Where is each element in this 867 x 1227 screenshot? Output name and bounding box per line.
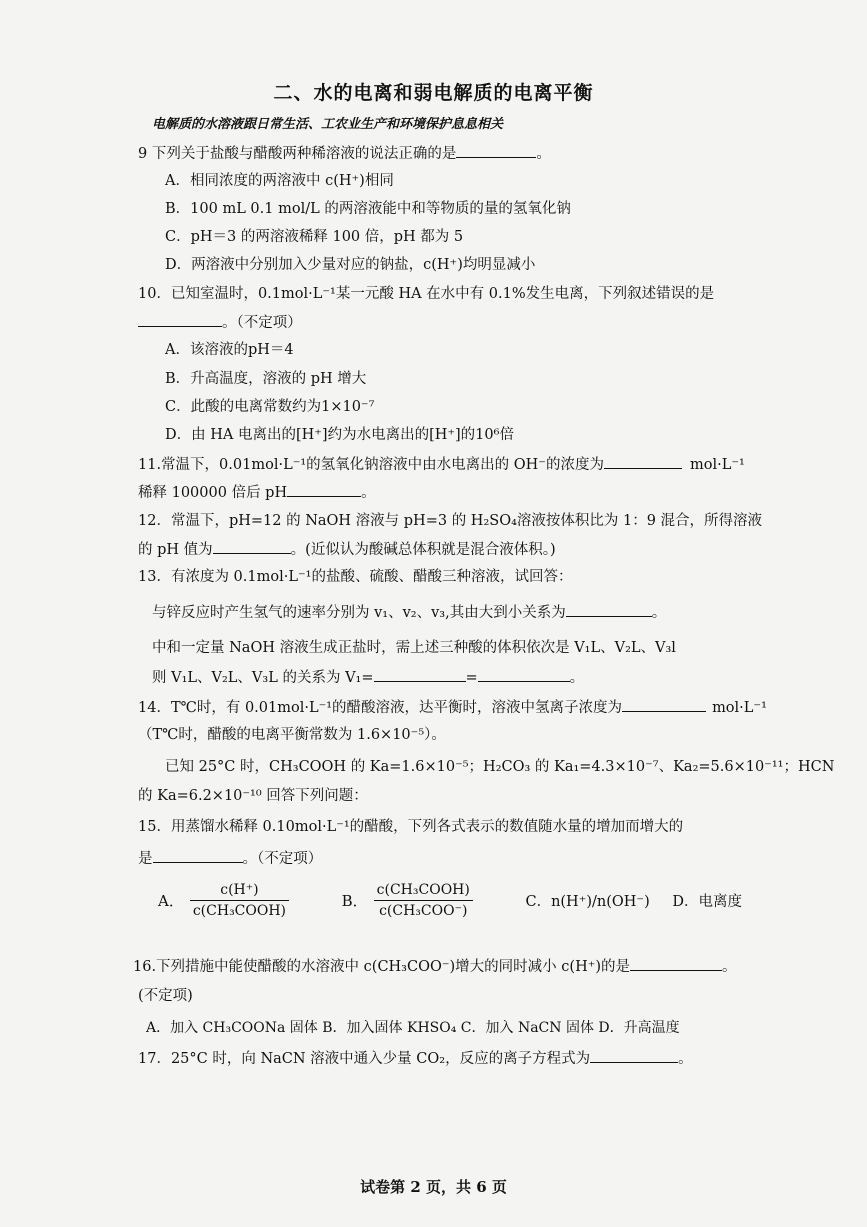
question-10-option-d: D．由 HA 电离出的[H⁺]约为水电离出的[H⁺]的10⁶倍 [165,427,514,443]
answer-blank[interactable] [604,454,682,469]
answer-blank[interactable] [590,1048,678,1063]
question-11-line-1: 11.常温下，0.01mol·L⁻¹的氢氧化钠溶液中由水电离出的 OH⁻的浓度为 mol·L⁻¹ [138,454,745,475]
question-13-part-2: 中和一定量 NaOH 溶液生成正盐时，需上述三种酸的体积依次是 V₁L、V₂L、V₃l [152,640,676,656]
question-9-option-a: A．相同浓度的两溶液中 c(H⁺)相同 [165,173,394,189]
question-13-stem: 13．有浓度为 0.1mol·L⁻¹的盐酸、硫酸、醋酸三种溶液，试回答： [138,569,573,585]
question-17-stem: 17．25°C 时，向 NaCN 溶液中通入少量 CO₂，反应的离子方程式为 。 [138,1048,693,1069]
question-10-continuation: 。（不定项） [138,312,302,333]
question-12-line-1: 12．常温下，pH=12 的 NaOH 溶液与 pH=3 的 H₂SO₄溶液按体积比为 1：9 混合，所得溶液 [138,513,763,529]
question-13-part-3: 则 V₁L、V₂L、V₃L 的关系为 V₁= = 。 [152,667,584,688]
question-9-option-d: D．两溶液中分别加入少量对应的钠盐，c(H⁺)均明显减小 [165,257,536,273]
answer-blank[interactable] [566,602,652,617]
page-footer: 试卷第 2 页，共 6 页 [360,1178,507,1196]
question-15-option-b: B． $\frac{\text{c(CH₃COOH)}}{\text{c(CH₃COO⁻)}}$ [342,882,477,919]
question-13-part-1: 与锌反应时产生氢气的速率分别为 v₁、v₂、v₃,其由大到小关系为 。 [152,602,666,623]
question-10-option-c: C．此酸的电离常数约为1×10⁻⁷ [165,399,375,415]
question-15-option-c: C．n(H⁺)/n(OH⁻) [525,894,650,910]
answer-blank[interactable] [287,482,361,497]
question-12-line-2: 的 pH 值为 。(近似认为酸碱总体积就是混合液体积。) [138,539,556,560]
question-15-continuation: 是 。（不定项） [138,848,322,869]
question-9-stem: 9 下列关于盐酸与醋酸两种稀溶液的说法正确的是 。 [138,143,551,164]
question-15-stem: 15．用蒸馏水稀释 0.10mol·L⁻¹的醋酸，下列各式表示的数值随水量的增加而增大的 [138,819,684,835]
answer-blank[interactable] [630,956,722,971]
question-10-stem: 10．已知室温时，0.1mol·L⁻¹某一元酸 HA 在水中有 0.1%发生电离，下列叙述错误的是 [138,286,715,302]
question-10-option-b: B．升高温度，溶液的 pH 增大 [165,371,367,387]
fraction: $\frac{\text{c(CH₃COOH)}}{\text{c(CH₃COO⁻)}}$ [374,882,473,919]
question-16-note: (不定项) [138,988,193,1004]
section-intro: 电解质的水溶液跟日常生活、工农业生产和环境保护息息相关 [152,117,504,132]
fraction: $\frac{c(H^+)}{\text{c(CH₃COOH)}}$ [190,882,289,919]
question-15-option-d: D．电离度 [672,894,742,910]
question-9-option-b: B．100 mL 0.1 mol/L 的两溶液能中和等物质的量的氢氧化钠 [165,201,571,217]
question-11-line-2: 稀释 100000 倍后 pH 。 [138,482,376,503]
answer-blank[interactable] [213,539,291,554]
answer-blank[interactable] [374,667,466,682]
given-constants-line-1: 已知 25°C 时，CH₃COOH 的 Ka=1.6×10⁻⁵；H₂CO₃ 的 Ka₁=4.3×10⁻⁷、Ka₂=5.6×10⁻¹¹；HCN [165,759,835,775]
section-title: 二、水的电离和弱电解质的电离平衡 [273,82,594,104]
question-15-options [158,882,742,919]
question-16-options: A．加入 CH₃COONa 固体 B．加入固体 KHSO₄ C．加入 NaCN 固体 D．升高温度 [146,1020,680,1036]
question-14-line-1: 14．T℃时，有 0.01mol·L⁻¹的醋酸溶液，达平衡时，溶液中氢离子浓度为 mol·L⁻¹ [138,697,767,718]
answer-blank[interactable] [153,848,243,863]
given-constants-line-2: 的 Ka=6.2×10⁻¹⁰ 回答下列问题： [138,788,368,804]
answer-blank[interactable] [478,667,570,682]
question-9-option-c: C．pH＝3 的两溶液稀释 100 倍，pH 都为 5 [165,229,464,245]
question-16-stem: 16.下列措施中能使醋酸的水溶液中 c(CH₃COO⁻)增大的同时减小 c(H⁺)的是 。 [133,956,737,977]
answer-blank[interactable] [456,143,536,158]
question-14-line-2: （T℃时，醋酸的电离平衡常数为 1.6×10⁻⁵）。 [138,727,446,743]
question-10-option-a: A．该溶液的pH＝4 [165,342,294,358]
answer-blank[interactable] [622,697,706,712]
question-15-option-a: A． $\frac{c(H^+)}{\text{c(CH₃COOH)}}$ [158,882,293,919]
answer-blank[interactable] [138,312,222,327]
